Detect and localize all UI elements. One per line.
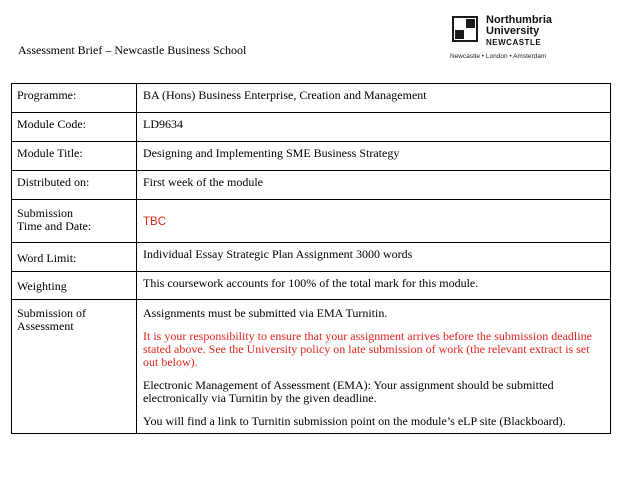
row-label: Submission Time and Date: xyxy=(12,200,137,243)
table-row xyxy=(12,113,611,142)
row-label: Word Limit: xyxy=(12,243,137,272)
row-label: Submission of Assessment xyxy=(12,300,137,434)
row-label: Weighting xyxy=(12,272,137,300)
document-header-title: Assessment Brief – Newcastle Business School xyxy=(18,43,247,57)
university-logo xyxy=(452,16,612,66)
paragraph: Electronic Management of Assessment (EMA): Your assignment should be submitted electronically via Turnitin by the given deadline. xyxy=(143,378,554,405)
row-label: Module Title: xyxy=(12,142,137,171)
row-label: Programme: xyxy=(12,84,137,113)
table-row xyxy=(12,272,611,300)
paragraph: Assignments must be submitted via EMA Turnitin. xyxy=(143,306,388,320)
table-row xyxy=(12,200,611,243)
table-row xyxy=(12,171,611,200)
row-value: BA (Hons) Business Enterprise, Creation and Management xyxy=(137,84,611,113)
row-value: LD9634 xyxy=(137,113,611,142)
row-value: This coursework accounts for 100% of the total mark for this module. xyxy=(137,272,611,300)
university-name: Northumbria University NEWCASTLE xyxy=(486,14,552,47)
table-row xyxy=(12,84,611,113)
assessment-brief-table xyxy=(11,83,611,434)
paragraph: You will find a link to Turnitin submission point on the module’s eLP site (Blackboard). xyxy=(143,414,566,428)
university-locations: Newcastle • London • Amsterdam xyxy=(450,53,547,60)
row-label: Distributed on: xyxy=(12,171,137,200)
row-value: Individual Essay Strategic Plan Assignment 3000 words xyxy=(137,243,611,272)
crest-icon xyxy=(452,16,478,42)
row-value: Designing and Implementing SME Business Strategy xyxy=(137,142,611,171)
table-row xyxy=(12,243,611,272)
submission-date-value: TBC xyxy=(137,200,611,243)
table-row xyxy=(12,142,611,171)
submission-instructions xyxy=(137,300,611,434)
late-submission-warning: It is your responsibility to ensure that your assignment arrives before the submission deadline stated above. See the University policy on late submission of work (the relevant extract is set out below). xyxy=(143,329,592,369)
table-row xyxy=(12,300,611,434)
row-label: Module Code: xyxy=(12,113,137,142)
row-value: First week of the module xyxy=(137,171,611,200)
